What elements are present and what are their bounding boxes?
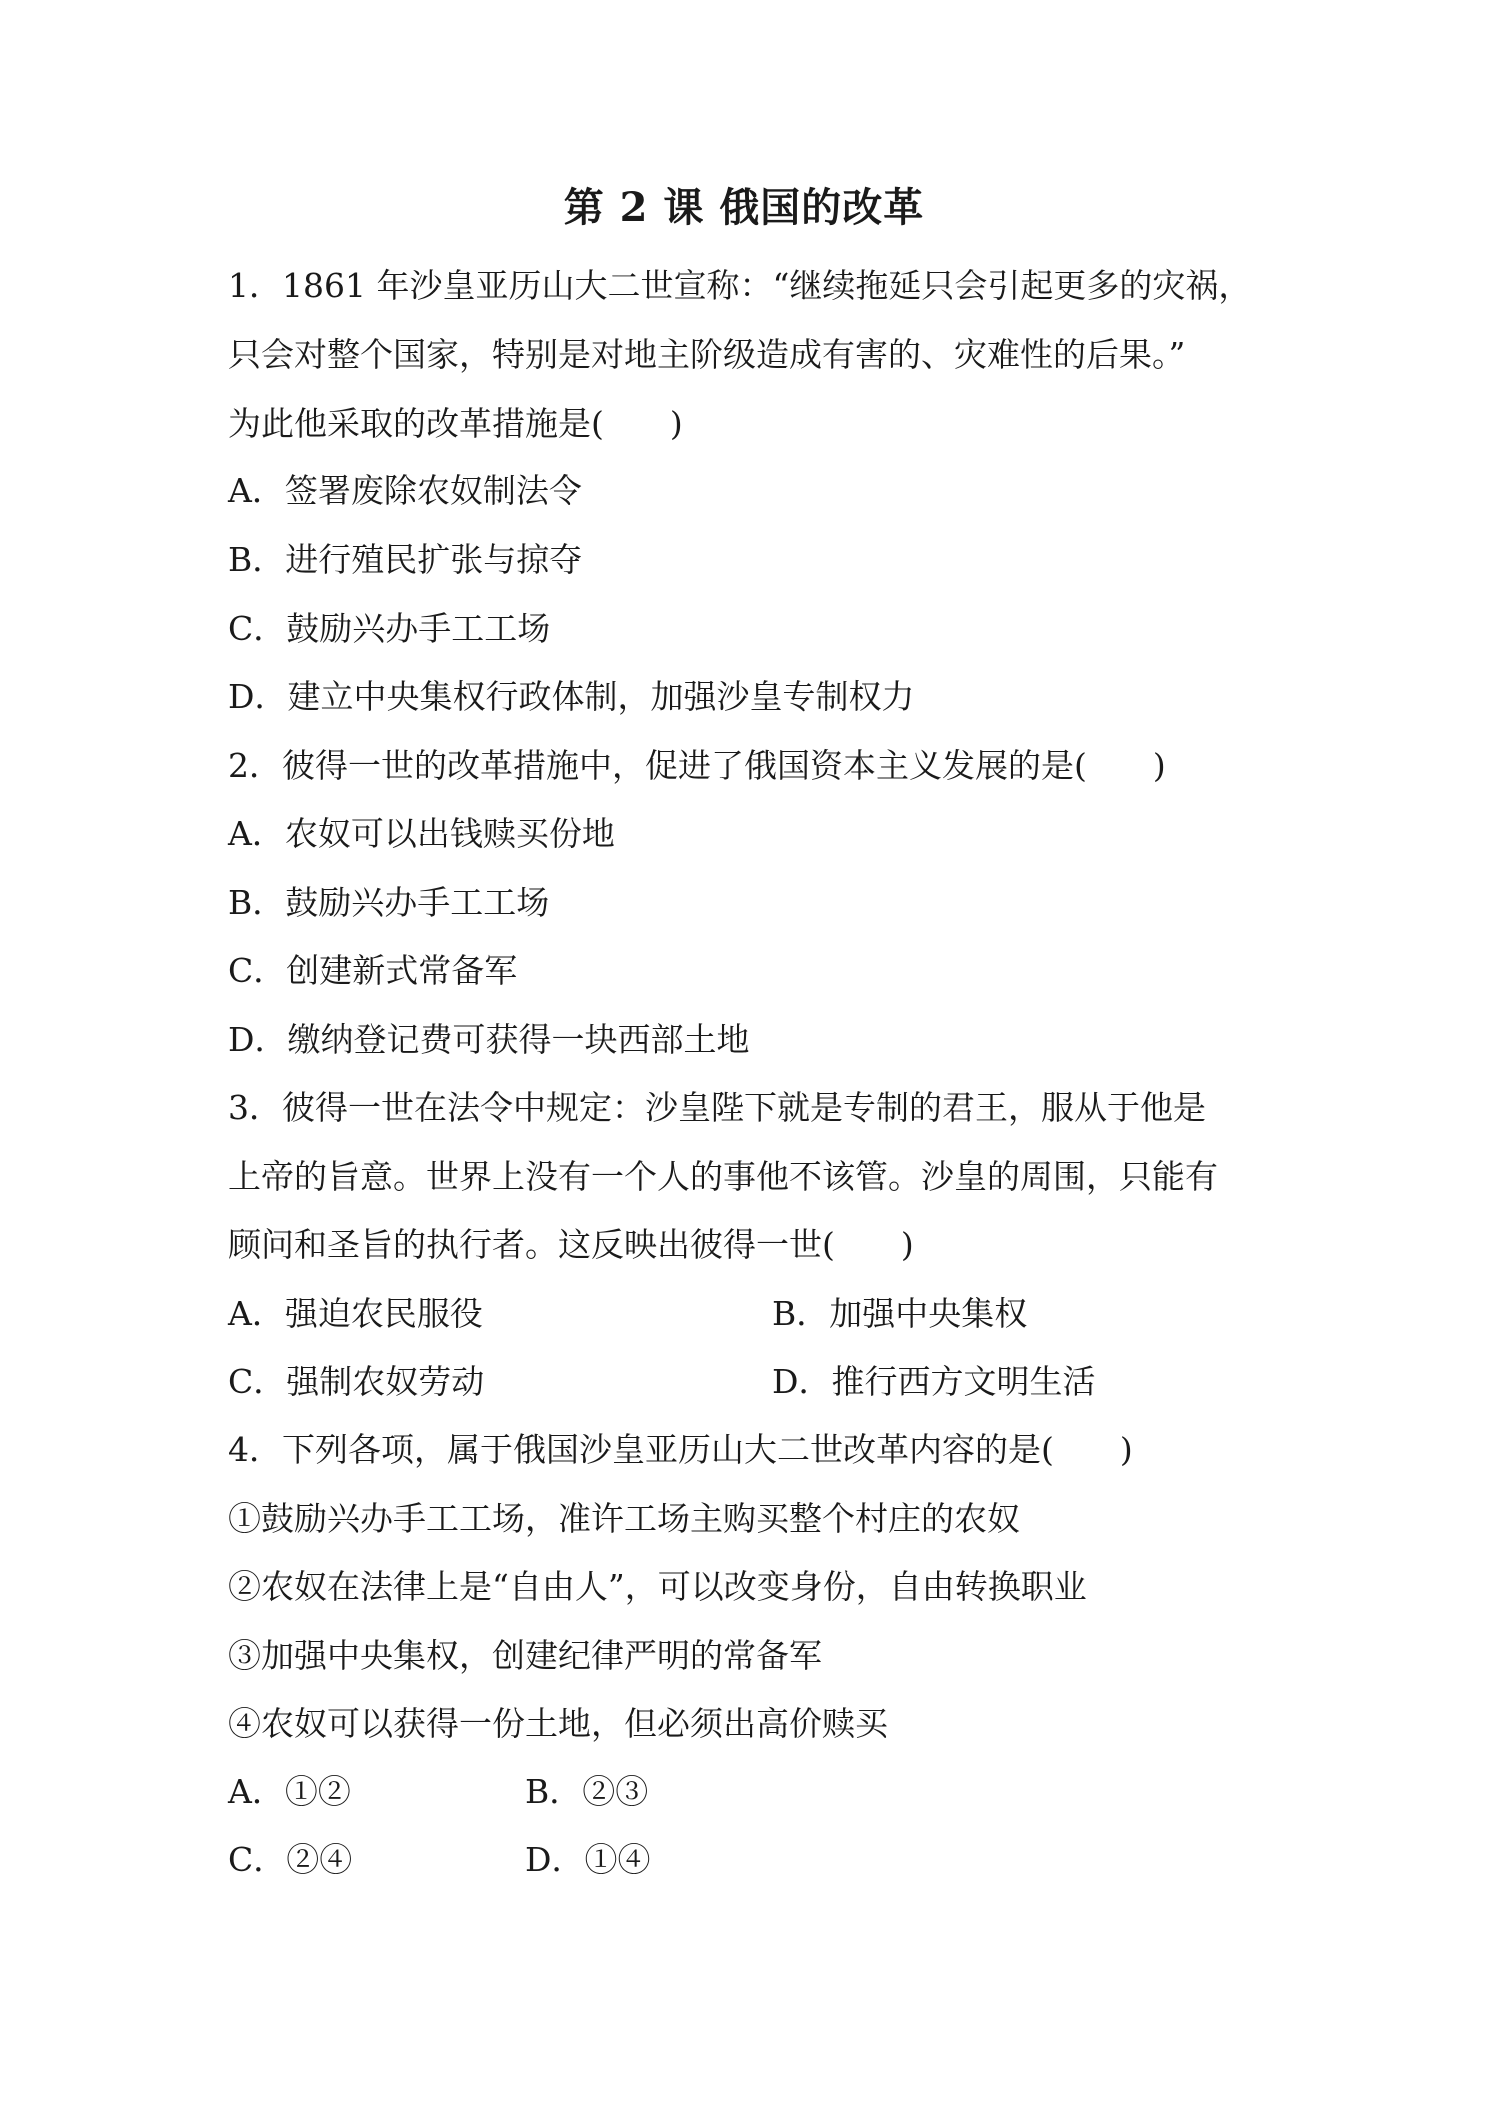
q2-option-c: C．创建新式常备军 [228,951,518,990]
q4-stem: 4．下列各项，属于俄国沙皇亚历山大二世改革内容的是( ) [228,1430,1133,1469]
q4-item-1: ①鼓励兴办手工工场，准许工场主购买整个村庄的农奴 [228,1499,1020,1538]
q3-stem-line-2: 上帝的旨意。世界上没有一个人的事他不该管。沙皇的周围，只能有 [228,1157,1218,1196]
q3-option-b: B．加强中央集权 [772,1294,1028,1333]
q4-option-c: C．②④ [228,1840,353,1879]
q1-option-c: C．鼓励兴办手工工场 [228,609,551,648]
page-title: 第 2 课 俄国的改革 [563,184,925,231]
q1-stem-line-2: 只会对整个国家，特别是对地主阶级造成有害的、灾难性的后果。” [228,335,1186,374]
q2-stem: 2．彼得一世的改革措施中，促进了俄国资本主义发展的是( ) [228,746,1166,785]
q1-stem-line-1: 1．1861 年沙皇亚历山大二世宣称：“继续拖延只会引起更多的灾祸， [228,266,1252,305]
q1-option-d: D．建立中央集权行政体制，加强沙皇专制权力 [228,677,915,716]
q4-item-2: ②农奴在法律上是“自由人”，可以改变身份，自由转换职业 [228,1567,1087,1606]
q4-option-b: B．②③ [525,1772,649,1811]
q3-option-a: A．强迫农民服役 [228,1294,483,1333]
q3-stem-line-3: 顾问和圣旨的执行者。这反映出彼得一世( ) [228,1225,914,1264]
q1-stem-line-3: 为此他采取的改革措施是( ) [228,404,683,443]
q3-option-d: D．推行西方文明生活 [772,1362,1096,1401]
q4-item-4: ④农奴可以获得一份土地，但必须出高价赎买 [228,1704,888,1743]
q2-option-d: D．缴纳登记费可获得一块西部土地 [228,1020,750,1059]
q2-option-a: A．农奴可以出钱赎买份地 [228,814,615,853]
q4-item-3: ③加强中央集权，创建纪律严明的常备军 [228,1636,822,1675]
q4-option-d: D．①④ [525,1840,651,1879]
q3-option-c: C．强制农奴劳动 [228,1362,485,1401]
q1-option-a: A．签署废除农奴制法令 [228,471,582,510]
q1-option-b: B．进行殖民扩张与掠夺 [228,540,583,579]
q3-stem-line-1: 3．彼得一世在法令中规定：沙皇陛下就是专制的君王，服从于他是 [228,1088,1206,1127]
q4-option-a: A．①② [228,1772,351,1811]
q2-option-b: B．鼓励兴办手工工场 [228,883,550,922]
